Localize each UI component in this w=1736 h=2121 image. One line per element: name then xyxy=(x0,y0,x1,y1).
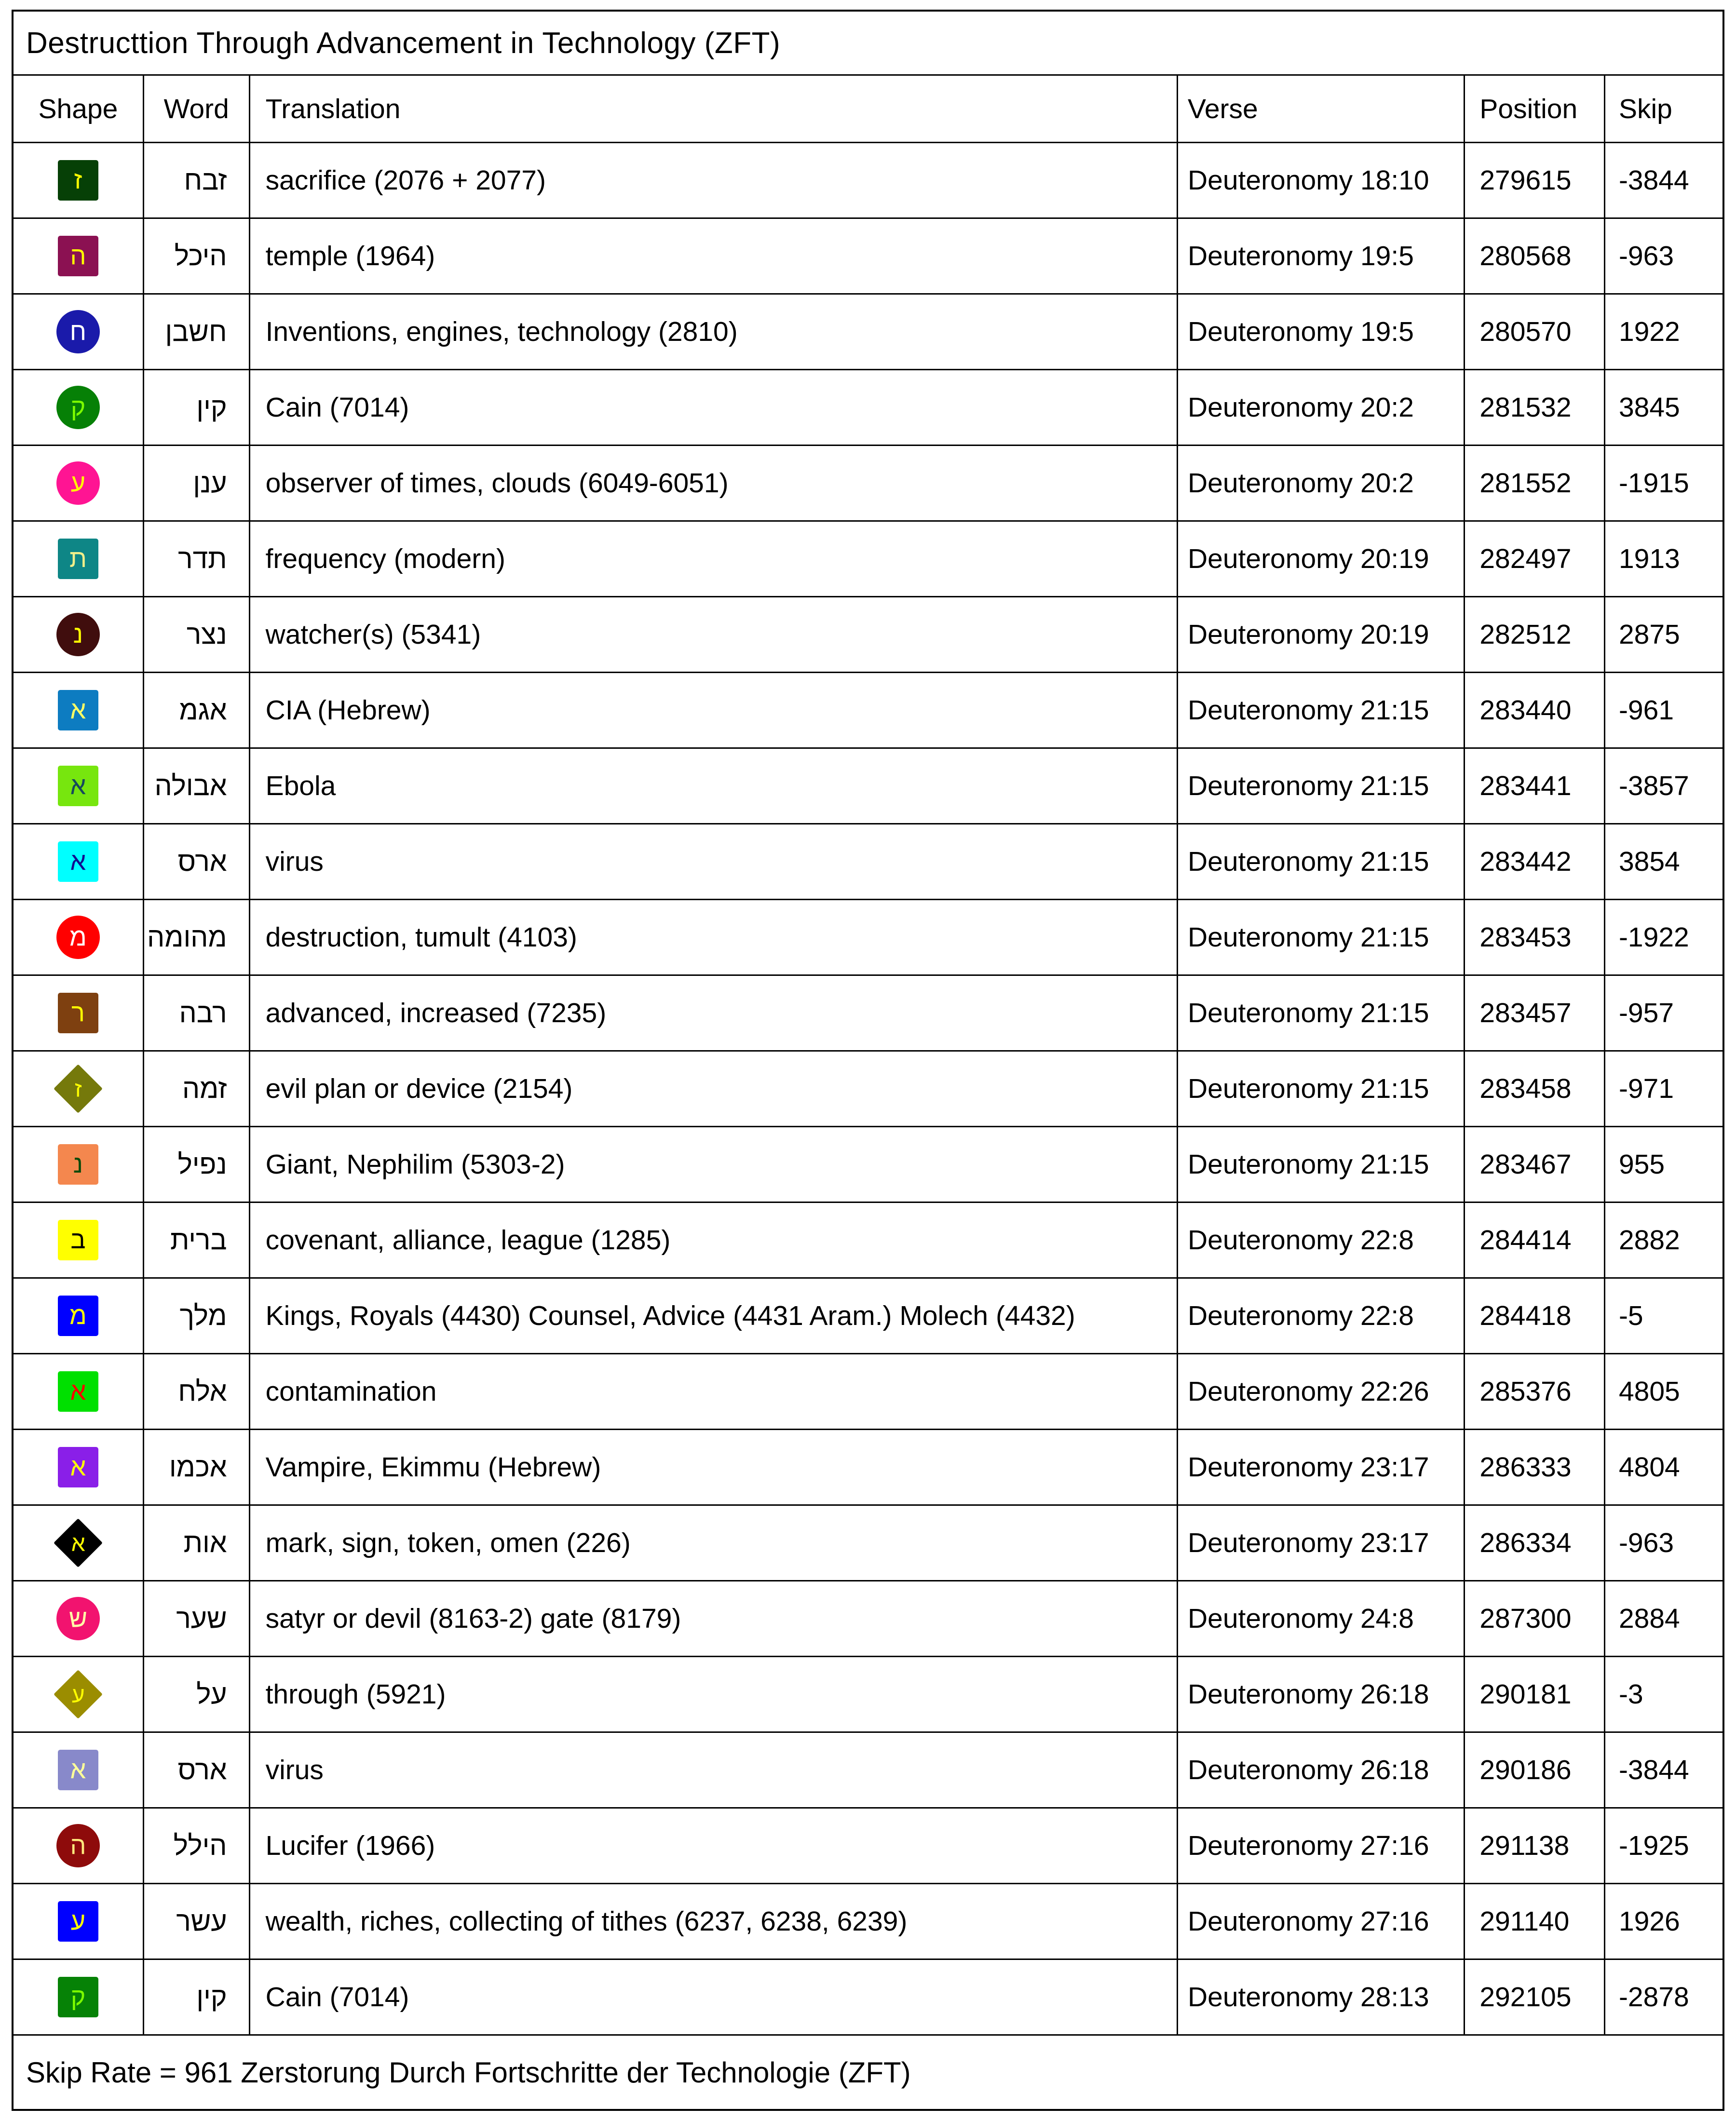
skip-cell: -3857 xyxy=(1604,748,1722,824)
shape-cell xyxy=(14,218,143,294)
translation-cell: evil plan or device (2154) xyxy=(249,1051,1177,1127)
header-row xyxy=(14,75,1722,143)
table-row xyxy=(14,1278,1722,1354)
translation-cell: virus xyxy=(249,824,1177,900)
position-cell: 290186 xyxy=(1465,1732,1605,1808)
word-cell: מהומה xyxy=(143,900,249,975)
col-header-word: Word xyxy=(143,75,249,143)
verse-cell: Deuteronomy 22:8 xyxy=(1177,1202,1464,1278)
verse-cell: Deuteronomy 27:16 xyxy=(1177,1808,1464,1884)
table-row xyxy=(14,1051,1722,1127)
shape-letter: ק xyxy=(70,393,86,421)
skip-cell: 2875 xyxy=(1604,597,1722,673)
col-header-shape: Shape xyxy=(14,75,143,143)
position-cell: 292105 xyxy=(1465,1959,1605,2035)
shape-cell xyxy=(14,597,143,673)
shape-icon xyxy=(56,461,100,505)
verse-cell: Deuteronomy 28:13 xyxy=(1177,1959,1464,2035)
position-cell: 281552 xyxy=(1465,446,1605,521)
translation-cell: Inventions, engines, technology (2810) xyxy=(249,294,1177,370)
shape-cell xyxy=(14,1505,143,1581)
table-row xyxy=(14,521,1722,597)
verse-cell: Deuteronomy 21:15 xyxy=(1177,1127,1464,1202)
shape-cell xyxy=(14,1051,143,1127)
table-row xyxy=(14,597,1722,673)
table-row xyxy=(14,673,1722,748)
shape-letter: ע xyxy=(70,1907,86,1935)
shape-icon xyxy=(58,1296,98,1336)
translation-cell: advanced, increased (7235) xyxy=(249,975,1177,1051)
table-row xyxy=(14,1657,1722,1732)
skip-cell: -1922 xyxy=(1604,900,1722,975)
verse-cell: Deuteronomy 20:19 xyxy=(1177,597,1464,673)
translation-cell: through (5921) xyxy=(249,1657,1177,1732)
skip-cell: -2878 xyxy=(1604,1959,1722,2035)
shape-cell xyxy=(14,900,143,975)
shape-cell xyxy=(14,1657,143,1732)
word-cell: שער xyxy=(143,1581,249,1657)
shape-letter: א xyxy=(70,848,86,876)
shape-icon xyxy=(56,613,100,656)
position-cell: 281532 xyxy=(1465,370,1605,446)
page-title: Destructtion Through Advancement in Technology (ZFT) xyxy=(26,26,781,60)
position-cell: 291140 xyxy=(1465,1884,1605,1959)
shape-icon xyxy=(58,1750,98,1790)
translation-cell: Giant, Nephilim (5303-2) xyxy=(249,1127,1177,1202)
skip-cell: 3845 xyxy=(1604,370,1722,446)
shape-icon xyxy=(58,993,98,1033)
document-frame xyxy=(12,10,1724,2111)
verse-cell: Deuteronomy 21:15 xyxy=(1177,975,1464,1051)
verse-cell: Deuteronomy 21:15 xyxy=(1177,824,1464,900)
skip-cell: 1926 xyxy=(1604,1884,1722,1959)
shape-icon xyxy=(56,916,100,959)
shape-letter: ע xyxy=(71,1682,85,1707)
shape-icon xyxy=(58,766,98,806)
verse-cell: Deuteronomy 20:19 xyxy=(1177,521,1464,597)
translation-cell: Vampire, Ekimmu (Hebrew) xyxy=(249,1430,1177,1505)
verse-cell: Deuteronomy 24:8 xyxy=(1177,1581,1464,1657)
word-cell: ברית xyxy=(143,1202,249,1278)
shape-letter: מ xyxy=(69,923,87,951)
shape-icon xyxy=(58,236,98,276)
verse-cell: Deuteronomy 21:15 xyxy=(1177,1051,1464,1127)
verse-cell: Deuteronomy 26:18 xyxy=(1177,1732,1464,1808)
shape-letter: ר xyxy=(71,999,85,1027)
shape-icon xyxy=(56,386,100,429)
word-cell: רבה xyxy=(143,975,249,1051)
shape-icon xyxy=(56,1824,100,1867)
translation-cell: Ebola xyxy=(249,748,1177,824)
skip-cell: -1915 xyxy=(1604,446,1722,521)
translation-cell: Kings, Royals (4430) Counsel, Advice (4431 Aram.) Molech (4432) xyxy=(249,1278,1177,1354)
skip-cell: -963 xyxy=(1604,1505,1722,1581)
shape-cell xyxy=(14,1430,143,1505)
shape-icon xyxy=(58,841,98,882)
shape-letter: ש xyxy=(68,1605,87,1633)
shape-letter: מ xyxy=(69,1302,87,1330)
shape-letter: א xyxy=(70,696,86,724)
shape-icon xyxy=(58,539,98,579)
position-cell: 283441 xyxy=(1465,748,1605,824)
skip-cell: 4805 xyxy=(1604,1354,1722,1430)
table-row xyxy=(14,1430,1722,1505)
skip-cell: -957 xyxy=(1604,975,1722,1051)
word-cell: היכל xyxy=(143,218,249,294)
table-row xyxy=(14,1505,1722,1581)
shape-cell xyxy=(14,673,143,748)
word-cell: קין xyxy=(143,1959,249,2035)
word-cell: הילל xyxy=(143,1808,249,1884)
skip-cell: 4804 xyxy=(1604,1430,1722,1505)
position-cell: 286334 xyxy=(1465,1505,1605,1581)
skip-cell: -971 xyxy=(1604,1051,1722,1127)
table-row xyxy=(14,1127,1722,1202)
verse-cell: Deuteronomy 22:26 xyxy=(1177,1354,1464,1430)
position-cell: 290181 xyxy=(1465,1657,1605,1732)
translation-cell: destruction, tumult (4103) xyxy=(249,900,1177,975)
shape-icon xyxy=(54,1065,103,1114)
verse-cell: Deuteronomy 21:15 xyxy=(1177,748,1464,824)
translation-cell: CIA (Hebrew) xyxy=(249,673,1177,748)
shape-letter: ז xyxy=(74,1076,82,1102)
translation-cell: temple (1964) xyxy=(249,218,1177,294)
translation-cell: Cain (7014) xyxy=(249,1959,1177,2035)
table-row xyxy=(14,1959,1722,2035)
translation-cell: wealth, riches, collecting of tithes (6237, 6238, 6239) xyxy=(249,1884,1177,1959)
word-cell: אלח xyxy=(143,1354,249,1430)
word-cell: זבח xyxy=(143,143,249,218)
verse-cell: Deuteronomy 22:8 xyxy=(1177,1278,1464,1354)
position-cell: 279615 xyxy=(1465,143,1605,218)
col-header-verse: Verse xyxy=(1177,75,1464,143)
verse-cell: Deuteronomy 21:15 xyxy=(1177,900,1464,975)
shape-letter: נ xyxy=(73,621,83,648)
shape-cell xyxy=(14,521,143,597)
position-cell: 282512 xyxy=(1465,597,1605,673)
translation-cell: frequency (modern) xyxy=(249,521,1177,597)
table-row xyxy=(14,1202,1722,1278)
table-row xyxy=(14,900,1722,975)
shape-letter: ק xyxy=(70,1983,86,2011)
shape-letter: ת xyxy=(69,545,87,573)
shape-letter: א xyxy=(70,1453,86,1481)
shape-icon xyxy=(56,1597,100,1640)
verse-cell: Deuteronomy 21:15 xyxy=(1177,673,1464,748)
shape-cell xyxy=(14,748,143,824)
shape-cell xyxy=(14,1884,143,1959)
skip-cell: 1922 xyxy=(1604,294,1722,370)
shape-letter: ב xyxy=(70,1226,86,1254)
position-cell: 291138 xyxy=(1465,1808,1605,1884)
table-row xyxy=(14,1732,1722,1808)
word-cell: קין xyxy=(143,370,249,446)
verse-cell: Deuteronomy 20:2 xyxy=(1177,370,1464,446)
skip-cell: 3854 xyxy=(1604,824,1722,900)
word-cell: נצר xyxy=(143,597,249,673)
shape-icon xyxy=(58,160,98,201)
shape-cell xyxy=(14,1959,143,2035)
translation-cell: satyr or devil (8163-2) gate (8179) xyxy=(249,1581,1177,1657)
skip-cell: -3 xyxy=(1604,1657,1722,1732)
shape-icon xyxy=(54,1519,103,1568)
word-cell: על xyxy=(143,1657,249,1732)
table-row xyxy=(14,218,1722,294)
shape-cell xyxy=(14,824,143,900)
translation-cell: Cain (7014) xyxy=(249,370,1177,446)
shape-icon xyxy=(58,1977,98,2017)
shape-letter: ז xyxy=(74,166,82,194)
word-cell: ארס xyxy=(143,1732,249,1808)
shape-cell xyxy=(14,1808,143,1884)
word-cell: זמה xyxy=(143,1051,249,1127)
table-body xyxy=(14,143,1722,2035)
shape-letter: א xyxy=(70,1756,86,1784)
position-cell: 284414 xyxy=(1465,1202,1605,1278)
skip-cell: 2884 xyxy=(1604,1581,1722,1657)
col-header-translation: Translation xyxy=(249,75,1177,143)
shape-icon xyxy=(58,1447,98,1487)
word-cell: חשבן xyxy=(143,294,249,370)
position-cell: 280568 xyxy=(1465,218,1605,294)
shape-letter: נ xyxy=(73,1150,83,1178)
shape-cell xyxy=(14,1732,143,1808)
shape-letter: ע xyxy=(70,469,86,497)
position-cell: 283440 xyxy=(1465,673,1605,748)
codes-table xyxy=(14,74,1722,2036)
skip-cell: 955 xyxy=(1604,1127,1722,1202)
shape-letter: ח xyxy=(69,318,87,346)
skip-cell: -961 xyxy=(1604,673,1722,748)
shape-cell xyxy=(14,370,143,446)
translation-cell: Lucifer (1966) xyxy=(249,1808,1177,1884)
skip-cell: -3844 xyxy=(1604,143,1722,218)
verse-cell: Deuteronomy 23:17 xyxy=(1177,1430,1464,1505)
verse-cell: Deuteronomy 18:10 xyxy=(1177,143,1464,218)
verse-cell: Deuteronomy 19:5 xyxy=(1177,294,1464,370)
verse-cell: Deuteronomy 20:2 xyxy=(1177,446,1464,521)
shape-cell xyxy=(14,1278,143,1354)
position-cell: 283467 xyxy=(1465,1127,1605,1202)
translation-cell: contamination xyxy=(249,1354,1177,1430)
word-cell: ענן xyxy=(143,446,249,521)
skip-cell: 1913 xyxy=(1604,521,1722,597)
skip-rate-note: Skip Rate = 961 Zerstorung Durch Fortschritte der Technologie (ZFT) xyxy=(26,2056,911,2089)
verse-cell: Deuteronomy 23:17 xyxy=(1177,1505,1464,1581)
word-cell: עשר xyxy=(143,1884,249,1959)
word-cell: ארס xyxy=(143,824,249,900)
position-cell: 280570 xyxy=(1465,294,1605,370)
translation-cell: mark, sign, token, omen (226) xyxy=(249,1505,1177,1581)
table-row xyxy=(14,446,1722,521)
shape-icon xyxy=(58,1220,98,1260)
verse-cell: Deuteronomy 27:16 xyxy=(1177,1884,1464,1959)
position-cell: 283442 xyxy=(1465,824,1605,900)
position-cell: 283457 xyxy=(1465,975,1605,1051)
shape-letter: א xyxy=(71,1530,85,1556)
skip-cell: -3844 xyxy=(1604,1732,1722,1808)
shape-icon xyxy=(58,690,98,730)
shape-icon xyxy=(58,1901,98,1942)
translation-cell: observer of times, clouds (6049-6051) xyxy=(249,446,1177,521)
shape-letter: א xyxy=(70,772,86,800)
position-cell: 283453 xyxy=(1465,900,1605,975)
word-cell: נפיל xyxy=(143,1127,249,1202)
shape-icon xyxy=(54,1670,103,1719)
translation-cell: virus xyxy=(249,1732,1177,1808)
position-cell: 285376 xyxy=(1465,1354,1605,1430)
table-row xyxy=(14,1354,1722,1430)
shape-cell xyxy=(14,1202,143,1278)
skip-cell: -1925 xyxy=(1604,1808,1722,1884)
table-row xyxy=(14,370,1722,446)
col-header-skip: Skip xyxy=(1604,75,1722,143)
shape-letter: ה xyxy=(70,242,86,270)
position-cell: 284418 xyxy=(1465,1278,1605,1354)
skip-cell: 2882 xyxy=(1604,1202,1722,1278)
col-header-position: Position xyxy=(1465,75,1605,143)
table-row xyxy=(14,748,1722,824)
shape-icon xyxy=(56,310,100,353)
position-cell: 283458 xyxy=(1465,1051,1605,1127)
table-row xyxy=(14,975,1722,1051)
verse-cell: Deuteronomy 19:5 xyxy=(1177,218,1464,294)
shape-cell xyxy=(14,1354,143,1430)
shape-icon xyxy=(58,1371,98,1412)
table-row xyxy=(14,1884,1722,1959)
word-cell: מלך xyxy=(143,1278,249,1354)
table-row xyxy=(14,1808,1722,1884)
word-cell: אגמ xyxy=(143,673,249,748)
skip-cell: -963 xyxy=(1604,218,1722,294)
word-cell: אכמו xyxy=(143,1430,249,1505)
table-row xyxy=(14,294,1722,370)
shape-icon xyxy=(58,1144,98,1185)
shape-cell xyxy=(14,975,143,1051)
skip-cell: -5 xyxy=(1604,1278,1722,1354)
word-cell: תדר xyxy=(143,521,249,597)
shape-cell xyxy=(14,143,143,218)
shape-cell xyxy=(14,446,143,521)
position-cell: 282497 xyxy=(1465,521,1605,597)
table-row xyxy=(14,143,1722,218)
position-cell: 287300 xyxy=(1465,1581,1605,1657)
word-cell: אבולה xyxy=(143,748,249,824)
shape-letter: א xyxy=(70,1378,86,1405)
shape-letter: ה xyxy=(70,1832,86,1860)
translation-cell: covenant, alliance, league (1285) xyxy=(249,1202,1177,1278)
shape-cell xyxy=(14,294,143,370)
shape-cell xyxy=(14,1127,143,1202)
verse-cell: Deuteronomy 26:18 xyxy=(1177,1657,1464,1732)
translation-cell: sacrifice (2076 + 2077) xyxy=(249,143,1177,218)
shape-cell xyxy=(14,1581,143,1657)
position-cell: 286333 xyxy=(1465,1430,1605,1505)
word-cell: אות xyxy=(143,1505,249,1581)
translation-cell: watcher(s) (5341) xyxy=(249,597,1177,673)
table-row xyxy=(14,1581,1722,1657)
table-row xyxy=(14,824,1722,900)
